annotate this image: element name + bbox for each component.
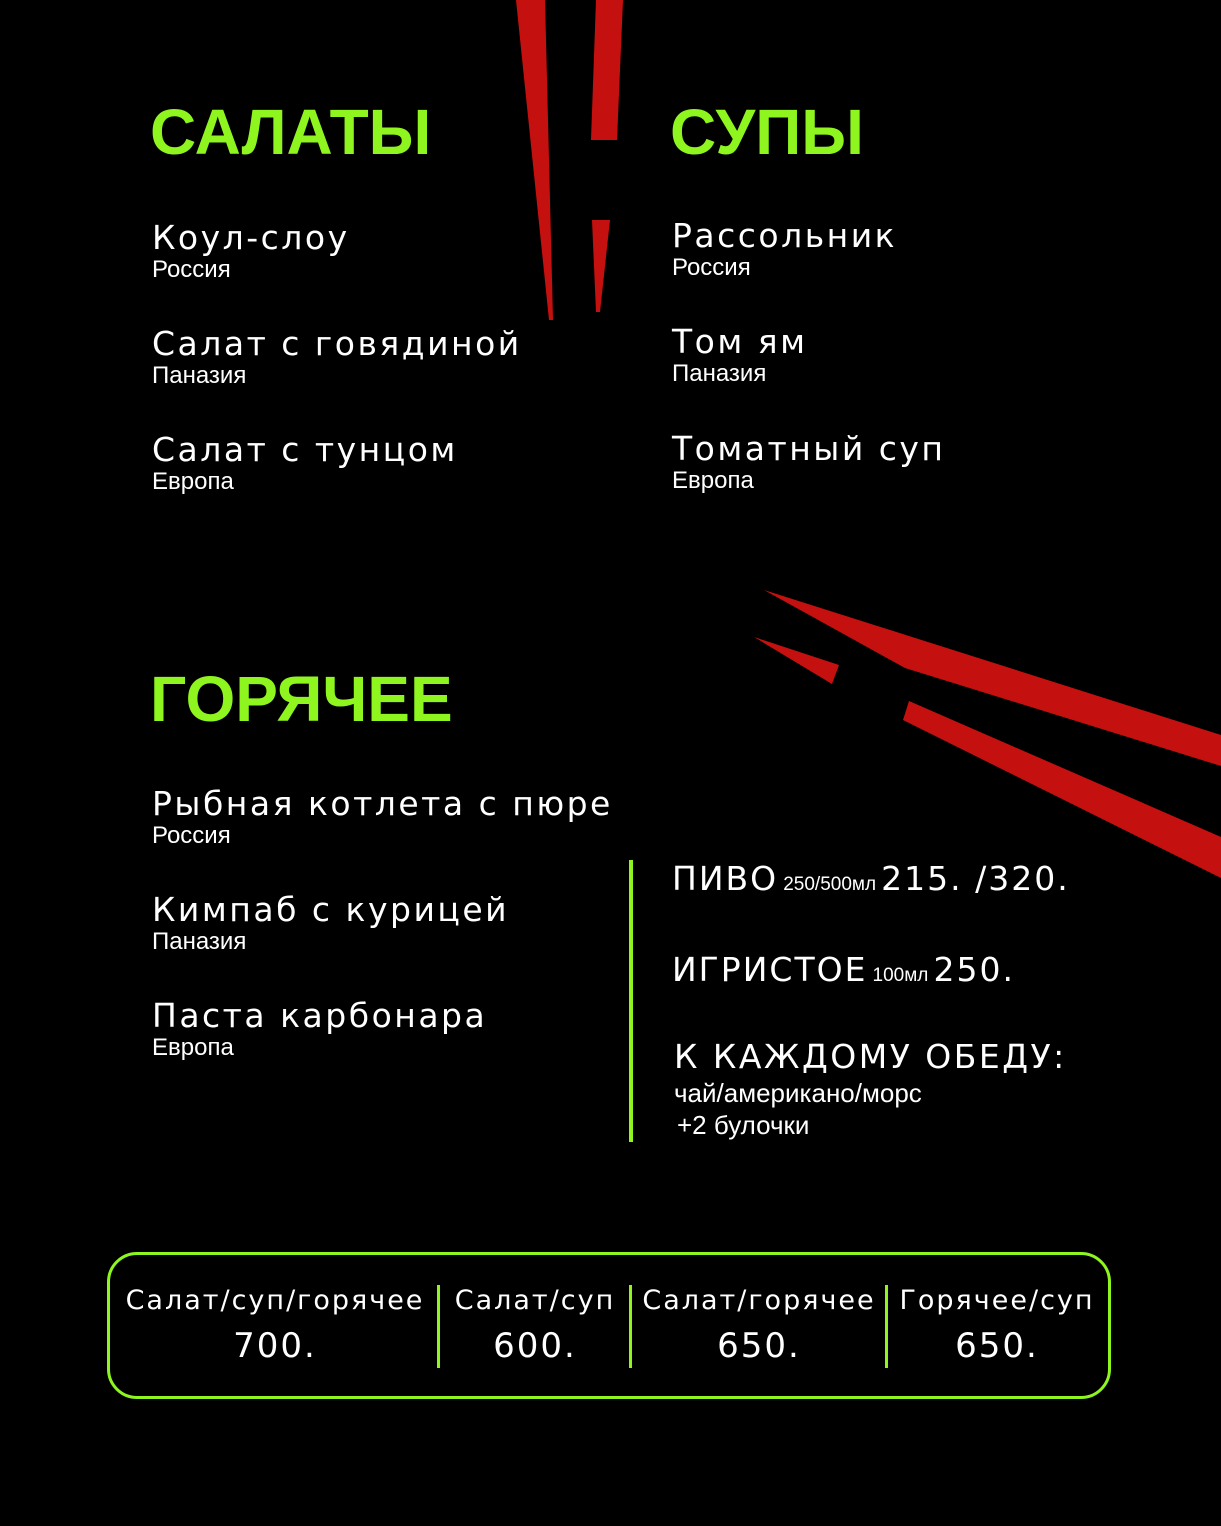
drink-price: 215. /320.	[881, 859, 1070, 898]
drink-price: 250.	[933, 950, 1015, 989]
item-name: Коул-слоу	[152, 218, 350, 257]
item-name: Томатный суп	[672, 429, 946, 468]
combo-divider	[437, 1285, 440, 1368]
menu-item-salad	[152, 324, 522, 389]
drink-beer	[672, 859, 1070, 898]
salads-heading: САЛАТЫ	[150, 96, 432, 168]
combo-divider	[885, 1285, 888, 1368]
hot-heading: ГОРЯЧЕЕ	[150, 663, 453, 735]
combo-name: Горячее/суп	[899, 1285, 1095, 1316]
lunch-title: К КАЖДОМУ ОБЕДУ:	[674, 1037, 1067, 1076]
menu-item-salad	[152, 430, 458, 495]
combo-name: Салат/суп	[454, 1285, 616, 1316]
item-origin: Россия	[672, 254, 751, 281]
drink-name: ПИВО	[672, 859, 779, 898]
combo-hot-soup	[892, 1285, 1102, 1366]
menu-item-soup	[672, 429, 946, 494]
item-name: Салат с говядиной	[152, 324, 522, 363]
combo-divider	[629, 1285, 632, 1368]
item-origin: Европа	[152, 1034, 234, 1061]
item-name: Рассольник	[672, 216, 898, 255]
item-name: Салат с тунцом	[152, 430, 458, 469]
lunch-included: чай/американо/морс	[674, 1078, 922, 1108]
drink-name: ИГРИСТОЕ	[672, 950, 868, 989]
chopstick-top-right-upper	[591, 0, 623, 140]
combo-price: 650.	[717, 1326, 801, 1366]
chopstick-right-lower-a	[754, 637, 839, 684]
item-origin: Паназия	[152, 928, 247, 955]
item-name: Паста карбонара	[152, 996, 488, 1035]
drink-volume: 100мл	[872, 965, 929, 986]
menu-item-salad	[152, 218, 350, 283]
combo-price: 600.	[493, 1326, 577, 1366]
item-origin: Европа	[672, 467, 754, 494]
item-name: Том ям	[672, 322, 808, 361]
menu-item-hot	[152, 890, 510, 955]
drinks-divider	[629, 860, 633, 1142]
menu-item-hot	[152, 784, 613, 849]
chopstick-top-right-lower	[592, 220, 610, 312]
item-origin: Паназия	[152, 362, 247, 389]
item-origin: Паназия	[672, 360, 767, 387]
combo-salad-soup-hot	[125, 1285, 425, 1366]
item-name: Кимпаб с курицей	[152, 890, 510, 929]
chopstick-top-left	[516, 0, 553, 320]
item-name: Рыбная котлета с пюре	[152, 784, 613, 823]
item-origin: Европа	[152, 468, 234, 495]
drink-volume: 250/500мл	[783, 874, 877, 895]
soups-heading: СУПЫ	[670, 96, 864, 168]
menu-item-soup	[672, 216, 898, 281]
combo-price: 650.	[955, 1326, 1039, 1366]
combo-salad-soup	[444, 1285, 626, 1366]
menu-item-soup	[672, 322, 808, 387]
lunch-extra: +2 булочки	[677, 1110, 810, 1140]
combo-name: Салат/горячее	[642, 1285, 876, 1316]
item-origin: Россия	[152, 822, 231, 849]
combo-salad-hot	[636, 1285, 882, 1366]
combo-price: 700.	[233, 1326, 317, 1366]
item-origin: Россия	[152, 256, 231, 283]
combo-name: Салат/суп/горячее	[125, 1285, 425, 1316]
menu-item-hot	[152, 996, 488, 1061]
drink-sparkling	[672, 950, 1015, 989]
